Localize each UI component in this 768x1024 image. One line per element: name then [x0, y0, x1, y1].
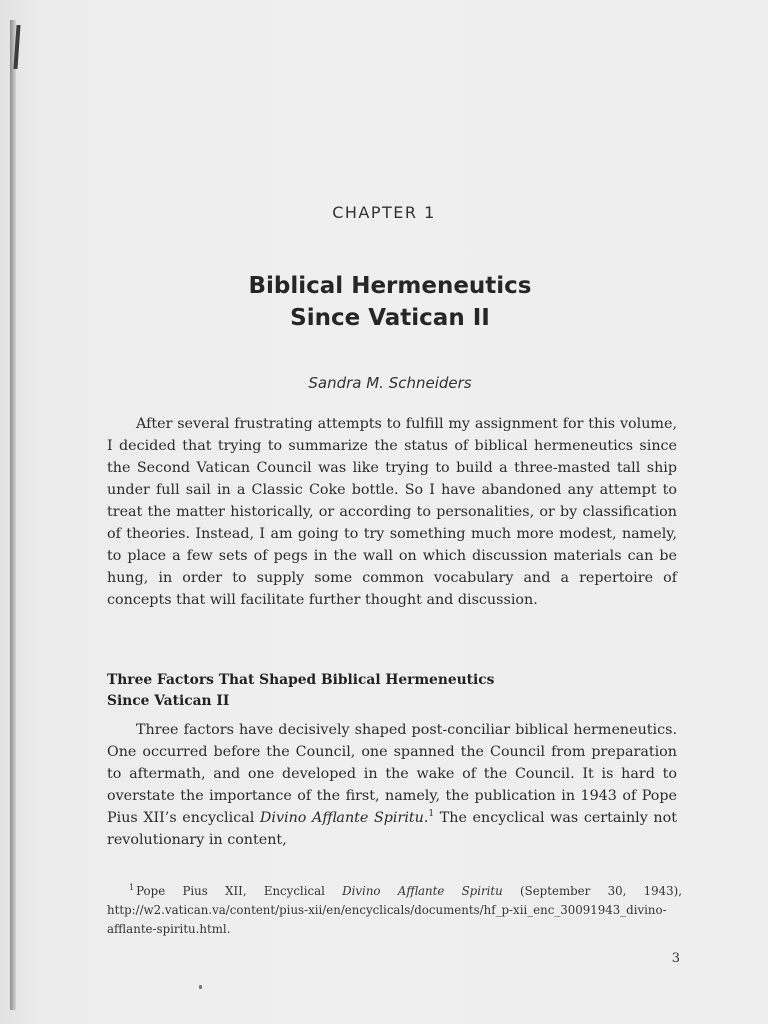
footnote-prefix: Pope Pius XII, Encyclical: [136, 884, 343, 898]
page-number: 3: [671, 951, 680, 966]
section-heading-line-2: Since Vatican II: [107, 693, 230, 709]
scan-speck: [199, 985, 202, 989]
section-paragraph: [107, 719, 677, 851]
chapter-author: Sandra M. Schneiders: [308, 374, 472, 392]
footnote-reference[interactable]: 1: [428, 809, 435, 820]
intro-paragraph: After several frustrating attempts to fulfill my assignment for this volume, I decided that trying to summarize the status of biblical hermeneutics since the Second Vatican Council was like trying to build a three-masted tall ship under full sail in a Classic Coke bottle. So I have abandoned any attempt to treat the matter historically, or according to personalities, or by classification of theories. Instead, I am going to try something much more modest, namely, to place a few sets of pegs in the wall on which discussion materials can be hung, in order to supply some common vocabulary and a repertoire of concepts that will facilitate further thought and discussion.: [107, 416, 677, 608]
section-heading: [107, 670, 677, 712]
footnote-encyclical-title: Divino Afflante Spiritu: [342, 884, 503, 898]
footnote-marker: 1: [129, 883, 135, 893]
section-heading-line-1: Three Factors That Shaped Biblical Hermeneutics: [107, 672, 495, 688]
chapter-title-line-2: Since Vatican II: [290, 305, 490, 331]
chapter-label: CHAPTER 1: [332, 203, 436, 222]
encyclical-title: Divino Afflante Spiritu.: [259, 810, 429, 826]
footnote: [107, 882, 682, 939]
chapter-title: [0, 270, 768, 334]
chapter-title-line-1: Biblical Hermeneutics: [248, 273, 532, 299]
section-paragraph-continuation: The encyclical was certainly not revolutionary in content,: [107, 810, 677, 848]
footnote-citation: (September 30, 1943), http://w2.vatican.va/content/pius-xii/en/encyclicals/documents/hf_p-xii_enc_30091943_divino-afflante-spiritu.html.: [107, 884, 682, 936]
section-paragraph-text: Three factors have decisively shaped post-conciliar biblical hermeneutics. One occurred before the Council, one spanned the Council from preparation to aftermath, and one developed in the wake of the Council. It is hard to overstate the importance of the first, namely, the publication in 1943 of Pope Pius XII’s encyclical: [107, 722, 677, 826]
